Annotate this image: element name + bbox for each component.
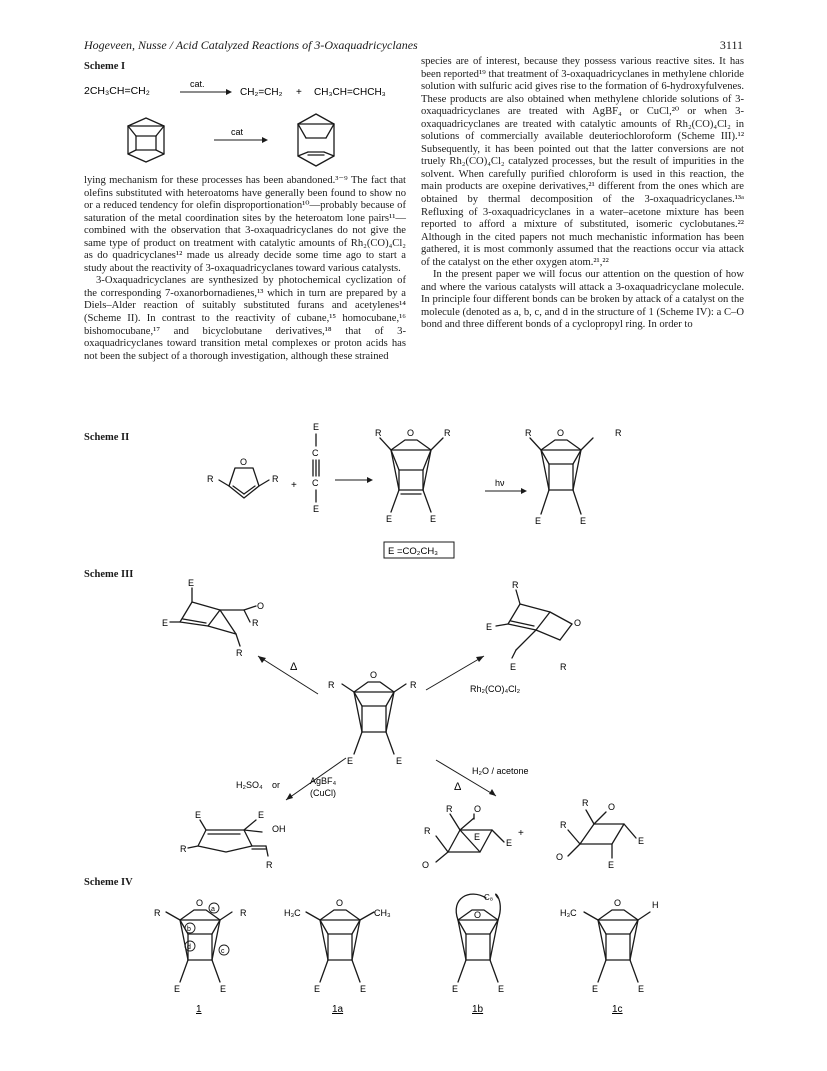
scheme4-label-1: 1 [196, 1004, 202, 1015]
scheme4-c1b-E1: E [452, 984, 459, 994]
scheme1-arrowhead-2 [262, 137, 268, 143]
scheme2-ox-E2: E [430, 514, 437, 524]
scheme2-quad-O: O [557, 428, 565, 438]
scheme4-bond-a: a [211, 906, 215, 913]
scheme3-center-O: O [370, 670, 378, 680]
scheme4-c1a-H3C: H₃C [284, 908, 301, 918]
scheme4-label-1c: 1c [612, 1004, 623, 1015]
scheme3-cb1-O-top: O [474, 804, 482, 814]
scheme3-center-E1: E [347, 756, 354, 766]
scheme2-quad-E1: E [535, 516, 542, 526]
scheme3-right-R-top: R [512, 580, 519, 590]
scheme1-cage-left [128, 118, 164, 162]
scheme2-quad-E2: E [580, 516, 587, 526]
scheme4-c1b-C8: C₈ [484, 893, 494, 902]
scheme3-delta-2: Δ [454, 781, 462, 793]
scheme3-plus: + [518, 828, 524, 839]
scheme3-cb2-O-side: O [556, 852, 564, 862]
scheme3-cb2-R-side: R [560, 820, 567, 830]
scheme3-arrowhead-right [476, 656, 484, 662]
scheme2-acetylene-E1: E [313, 422, 320, 432]
scheme4-label-1b: 1b [472, 1004, 484, 1015]
scheme3-center-R2: R [410, 680, 417, 690]
scheme3-cyclobutane-2 [568, 810, 636, 858]
scheme3-cb1-R-side: R [424, 826, 431, 836]
scheme3-right-R-bottom: R [560, 662, 567, 672]
scheme4-c1-R1: R [154, 908, 161, 918]
scheme3-fulvene-E1: E [195, 810, 202, 820]
scheme3-cb1-E2: E [506, 838, 513, 848]
scheme4-c1a-CH3: CH₃ [374, 908, 391, 918]
scheme3-cyclobutane-1 [436, 814, 504, 862]
scheme1-reactant: 2CH₃CH=CH₂ [84, 85, 150, 97]
scheme4-bond-c: c [221, 948, 225, 955]
scheme3-right-E-bottom: E [510, 662, 517, 672]
scheme2-furan-O: O [240, 457, 248, 467]
scheme4-compound-1a [306, 910, 374, 982]
scheme2-furan-R2: R [272, 474, 279, 484]
scheme2-ox-R1: R [375, 428, 382, 438]
scheme2-oxaquadricyclane [530, 438, 593, 514]
right-column [421, 56, 744, 332]
scheme3-water-label: H₂O / acetone [472, 766, 529, 776]
scheme3-left-E-side: E [162, 618, 169, 628]
scheme2-ox-R2: R [444, 428, 451, 438]
scheme3-cb1-O-side: O [422, 860, 430, 870]
scheme3-oxepine-left [170, 588, 256, 646]
scheme4-c1-E2: E [220, 984, 227, 994]
scheme-4-label: Scheme IV [84, 877, 133, 888]
scheme3-fulvene-E2: E [258, 810, 265, 820]
scheme2-acetylene-C1: C [312, 448, 319, 458]
scheme2-arrowhead-2 [521, 488, 527, 494]
scheme3-cb2-E2: E [608, 860, 615, 870]
scheme-3-figure [140, 574, 700, 874]
scheme-2-figure [195, 420, 675, 570]
scheme4-c1c-E2: E [638, 984, 645, 994]
scheme-3-label: Scheme III [84, 569, 134, 580]
scheme4-c1-E1: E [174, 984, 181, 994]
right-paragraph-2: In the present paper we will focus our attention on the question of how and where the various catalysts will attack a 3-oxaquadricyclane molecule. In principle four different bonds can be broken by attack of a catalyst on the molecule (denoted as a, b, c, and d in the structure of 1 (Scheme IV): a C–O bond and three different bonds of a cyclopropyl ring. In order to [421, 269, 744, 331]
scheme3-cb1-R-top: R [446, 804, 453, 814]
scheme4-compound-1 [166, 903, 232, 982]
scheme1-cat2-label: cat [231, 127, 244, 137]
right-paragraph-1: species are of interest, because they possess various reactive sites. It has been reported¹⁹ that treatment of 3-oxaquadricyclanes in methylene chloride solution with sulfuric acid gives rise to the formation of 6-hydroxyfulvenes. These products are also obtained when methylene chloride solutions of 3-oxaquadricyclanes are treated with AgBF₄ or CuCl,²⁰ or when 3-oxaquadricyclanes are treated with catalytic amounts of Rh₂(CO)₄Cl₂ in solutions of commercially available deuteriochloroform (Scheme III).¹² Subsequently, it has been pointed out that the latter conversions are not truely Rh₂(CO)₄Cl₂ catalyzed processes, but the result of impurities in the solvent. When carefully purified chloroform is used in this reaction, the main products are oxepine derivatives,²¹ different from the ones which are obtained by thermal decomposition of the 3-oxaquadricyclanes.¹³ᵃ Refluxing of 3-oxaquadricyclanes in a water–acetone mixture has been reported to afford a mixture of substituted, isomeric cyclobutanes.²² Although in the cited papers not much mechanistic information has been gathered, it is most commonly assumed that the reactions occur via attack of the catalyst on the ether oxygen atom.²¹,²² [421, 56, 744, 268]
scheme3-oxaquadricyclane [342, 682, 406, 754]
scheme3-cucl-label: (CuCl) [310, 788, 336, 798]
scheme2-arrowhead-1 [367, 477, 373, 483]
scheme3-left-R1: R [252, 618, 259, 628]
scheme3-agbf4-label: AgBF₄ [310, 776, 337, 786]
scheme3-fulvene [188, 820, 268, 856]
scheme2-ox-E1: E [386, 514, 393, 524]
scheme4-c1b-E2: E [498, 984, 505, 994]
scheme2-ox-O: O [407, 428, 415, 438]
scheme3-center-R1: R [328, 680, 335, 690]
scheme2-hv-label: hν [495, 478, 505, 488]
scheme1-product1: CH₂=CH₂ [240, 87, 283, 98]
scheme3-center-E2: E [396, 756, 403, 766]
scheme1-product2: CH₃CH=CHCH₃ [314, 87, 386, 98]
scheme2-furan [219, 468, 269, 498]
scheme1-arrowhead-1 [226, 89, 232, 95]
scheme-2-label: Scheme II [84, 432, 130, 443]
scheme3-or-label: or [272, 780, 281, 790]
scheme3-arrowhead-bottom-left [286, 793, 293, 800]
scheme4-c1b-O: O [474, 910, 482, 920]
scheme4-c1c-O: O [614, 898, 622, 908]
scheme3-cb2-E1: E [638, 836, 645, 846]
scheme2-furan-R1: R [207, 474, 214, 484]
scheme3-left-R2: R [236, 648, 243, 658]
scheme-1-figure [80, 74, 410, 174]
scheme3-arrow-left [258, 656, 318, 694]
scheme2-oxanorbornadiene [380, 438, 443, 512]
scheme4-c1-R2: R [240, 908, 247, 918]
scheme3-fulvene-R2: R [266, 860, 273, 870]
scheme3-h2so4-label: H₂SO₄ [236, 780, 263, 790]
scheme3-cb1-E1: E [474, 832, 481, 842]
scheme4-compound-1b [456, 894, 500, 982]
scheme2-acetylene-E2: E [313, 504, 320, 514]
scheme4-label-1a: 1a [332, 1004, 344, 1015]
scheme3-arrowhead-left [258, 656, 266, 663]
scheme3-right-E-side: E [486, 622, 493, 632]
scheme1-plus: + [296, 87, 302, 98]
scheme4-c1c-H: H [652, 900, 659, 910]
scheme4-c1c-H3C: H₃C [560, 908, 577, 918]
scheme2-E-definition: E =CO₂CH₃ [388, 546, 439, 557]
left-paragraph-1: lying mechanism for these processes has been abandoned.³⁻⁹ The fact that olefins substituted with heteroatoms have generally been found to show no or a reduced tendency for olefin disproportionation¹⁰—probably because of saturation of the metal coordination sites by the heteroatom lone pairs¹¹—combined with the observation that 3-oxaquadricyclanes do not give the same type of product on treatment with catalytic amounts of Rh₂(CO)₄Cl₂ as do quadricyclanes¹² made us already decide some time ago to start a study about the reactivity of 3-oxaquadricyclanes toward various catalysts. [84, 175, 406, 274]
left-column [84, 175, 406, 363]
scheme3-left-E-top: E [188, 578, 195, 588]
page-number: 3111 [719, 38, 743, 52]
running-title: Hogeveen, Nusse / Acid Catalyzed Reactions of 3-Oxaquadricyclanes [84, 38, 418, 52]
scheme3-cb2-R-top: R [582, 798, 589, 808]
scheme2-quad-R1: R [525, 428, 532, 438]
scheme3-cb2-O-top: O [608, 802, 616, 812]
scheme3-delta-1: Δ [290, 661, 298, 673]
scheme4-c1a-E2: E [360, 984, 367, 994]
scheme2-acetylene-C2: C [312, 478, 319, 488]
scheme2-plus: + [291, 480, 297, 491]
scheme2-quad-R2: R [615, 428, 622, 438]
scheme-1-label: Scheme I [84, 61, 126, 72]
scheme1-cat-label: cat. [190, 79, 205, 89]
scheme4-c1a-O: O [336, 898, 344, 908]
scheme3-fulvene-OH: OH [272, 824, 286, 834]
scheme3-fulvene-R1: R [180, 844, 187, 854]
left-paragraph-2: 3-Oxaquadricyclanes are synthesized by photochemical cyclization of the corresponding 7-oxanorbornadienes,¹³ which in turn are prepared by a Diels–Alder reaction of suitably substituted furans and acetylenes¹⁴ (Scheme II). In contrast to the reactivity of cubane,¹⁵ homocubane,¹⁶ bishomocubane,¹⁷ and bicyclobutane derivatives,¹⁸ that of 3-oxaquadricyclanes toward transition metal complexes or proton acids has not been the subject of a thorough investigation, although these strained [84, 275, 406, 362]
scheme3-rh-label: Rh₂(CO)₄Cl₂ [470, 684, 521, 694]
scheme3-right-O: O [574, 618, 582, 628]
scheme4-compound-1c [584, 910, 650, 982]
scheme4-bond-b: b [187, 926, 191, 933]
scheme4-bond-d: d [187, 944, 191, 951]
scheme4-c1c-E1: E [592, 984, 599, 994]
scheme4-c1-O: O [196, 898, 204, 908]
scheme-4-figure [140, 890, 700, 1020]
scheme1-cage-right [298, 114, 334, 166]
scheme4-c1a-E1: E [314, 984, 321, 994]
scheme3-arrowhead-bottom-right [489, 789, 496, 796]
scheme3-oxepine-right [496, 590, 572, 658]
scheme3-left-O: O [257, 601, 265, 611]
